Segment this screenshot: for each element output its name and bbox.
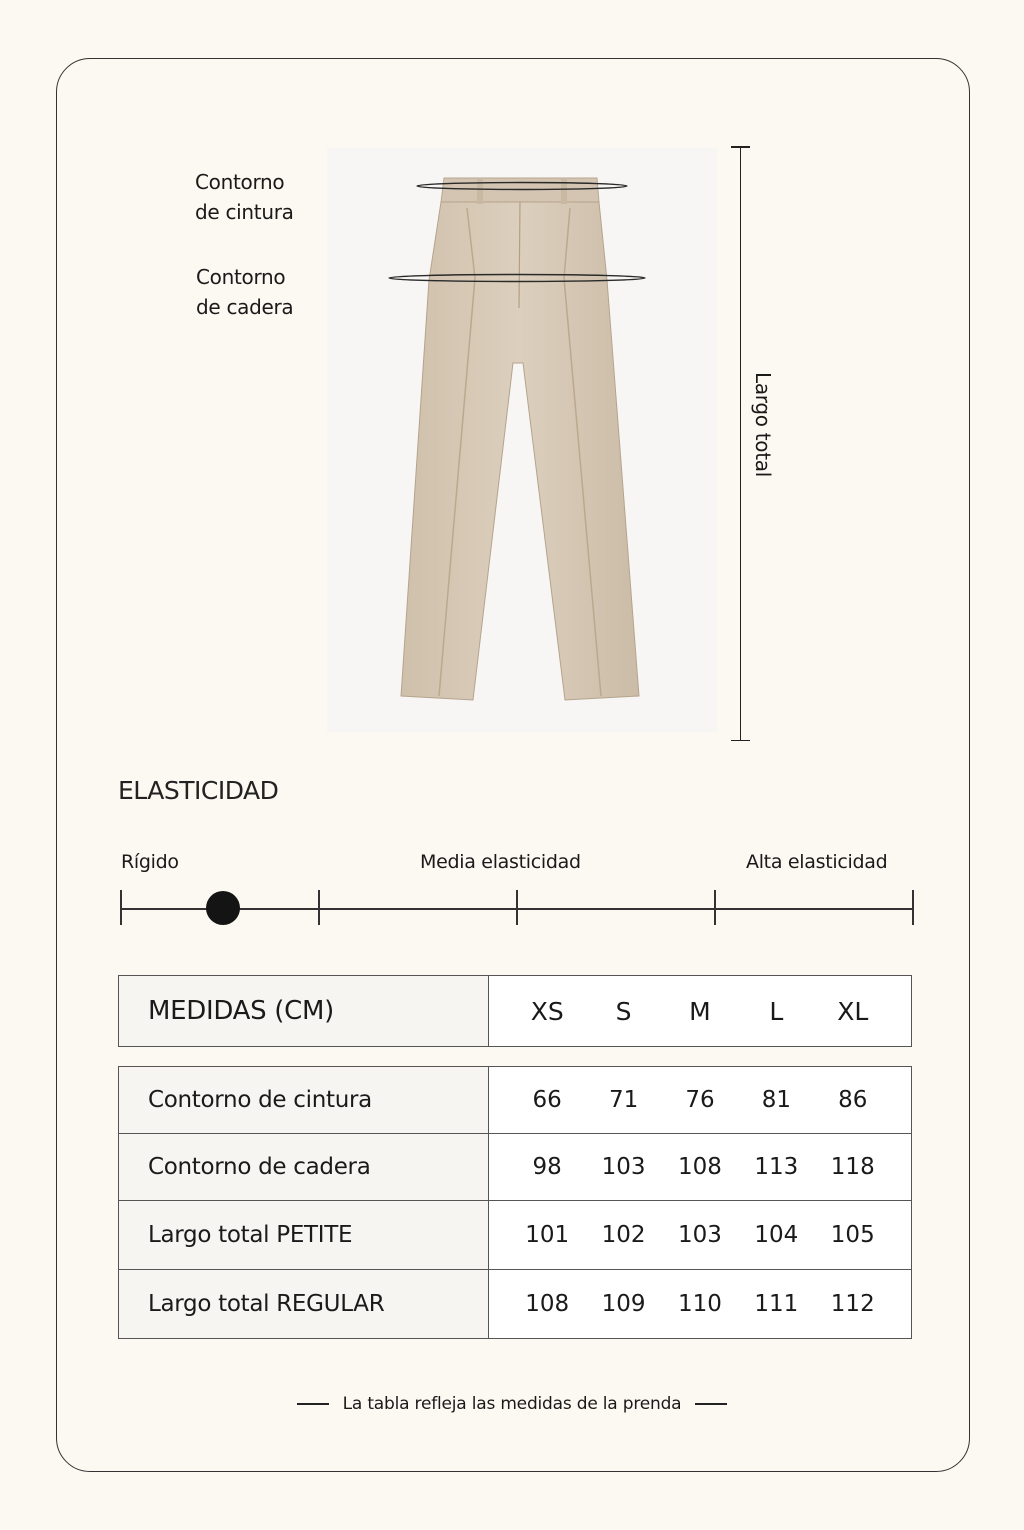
cell: 98 [532,1154,562,1180]
row-values [489,1270,912,1339]
cell: 109 [601,1291,646,1317]
scale-tick [516,890,518,925]
cell: 105 [830,1222,875,1248]
scale-tick [318,890,320,925]
hip-label-line2: de cadera [196,295,294,319]
cell: 71 [608,1087,639,1113]
waist-label-line1: Contorno [195,170,285,194]
cell: 101 [525,1222,570,1248]
row-label: Largo total REGULAR [119,1270,489,1339]
cell: 81 [761,1087,791,1113]
scale-label-medium: Media elasticidad [420,851,581,873]
length-ruler [740,146,741,741]
header-row [119,976,912,1047]
size-m: M [689,996,711,1026]
row-label: Largo total PETITE [119,1201,489,1270]
footnote [0,1394,1024,1414]
cell: 108 [678,1154,722,1180]
row-values [489,1067,912,1134]
scale-tick [120,890,122,925]
size-l: L [769,996,784,1026]
table-row [119,1067,912,1134]
cell: 118 [830,1154,875,1180]
scale-tick [912,890,914,925]
cell: 111 [754,1291,799,1317]
row-label: Contorno de cadera [119,1134,489,1201]
cell: 104 [754,1222,799,1248]
sizes-header [489,976,912,1047]
elasticity-title: ELASTICIDAD [118,776,279,805]
row-values [489,1134,912,1201]
measures-header: MEDIDAS (CM) [119,976,489,1047]
size-s: S [615,996,632,1026]
size-table [118,1066,912,1339]
cell: 66 [532,1087,562,1113]
cell: 102 [601,1222,646,1248]
table-row [119,1201,912,1270]
scale-tick [714,890,716,925]
row-label: Contorno de cintura [119,1067,489,1134]
cell: 103 [601,1154,646,1180]
waist-label-line2: de cintura [195,200,294,224]
scale-label-high: Alta elasticidad [746,851,888,873]
scale-label-rigid: Rígido [121,851,179,873]
size-xl: XL [837,996,869,1026]
cell: 113 [754,1154,799,1180]
hip-label [196,262,293,322]
table-row [119,1270,912,1339]
cell: 110 [678,1291,722,1317]
table-row [119,1134,912,1201]
elasticity-indicator [206,891,240,925]
footnote-dash-left [297,1403,329,1405]
hip-label-line1: Contorno [196,265,286,289]
size-header-table [118,975,912,1047]
row-values [489,1201,912,1270]
cell: 103 [678,1222,722,1248]
footnote-text: La tabla refleja las medidas de la prenda [342,1394,682,1414]
cell: 86 [838,1087,868,1113]
cell: 112 [830,1291,875,1317]
waist-label [195,167,294,227]
size-xs: XS [530,996,564,1026]
product-image [327,148,717,732]
footnote-dash-right [695,1403,727,1405]
length-label: Largo total [751,372,775,477]
cell: 76 [685,1087,715,1113]
cell: 108 [525,1291,570,1317]
